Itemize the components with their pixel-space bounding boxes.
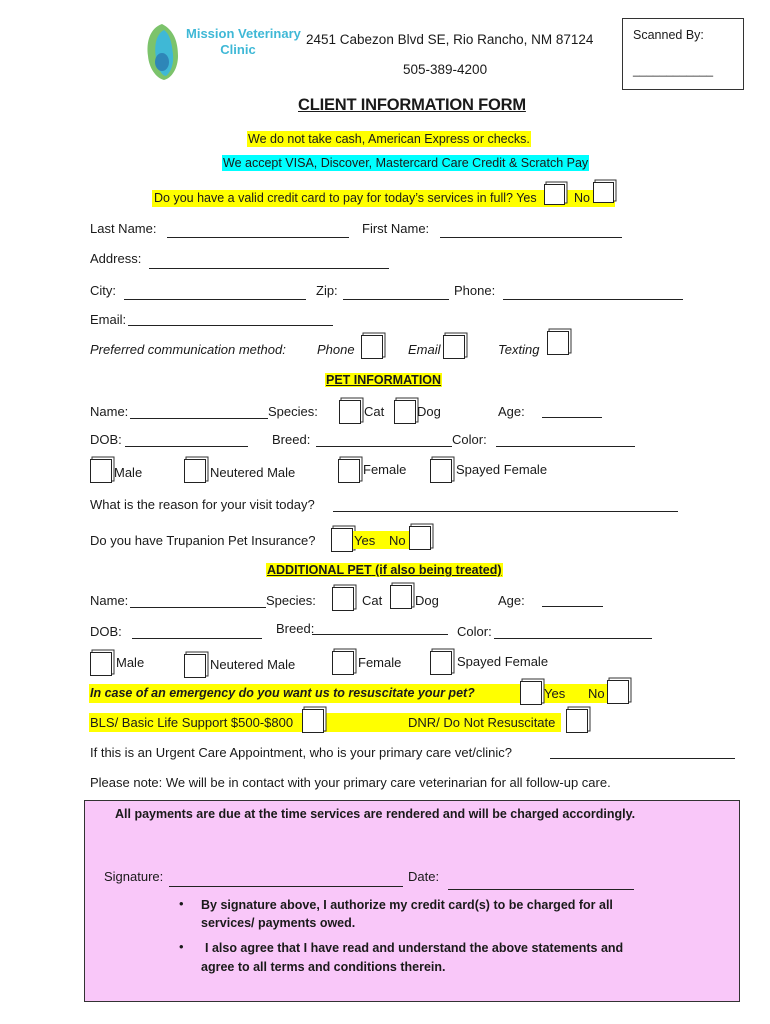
date-field[interactable] — [448, 889, 634, 890]
add-pet-cat-label: Cat — [362, 593, 383, 608]
zip-field[interactable] — [343, 299, 449, 300]
address-field[interactable] — [149, 268, 389, 269]
city-field[interactable] — [124, 299, 306, 300]
clinic-logo — [140, 20, 301, 82]
visit-reason-label: What is the reason for your visit today? — [90, 497, 315, 512]
pet-male-checkbox[interactable] — [90, 459, 112, 483]
pet-spayed-female-label: Spayed Female — [456, 462, 548, 477]
phone-label: Phone: — [454, 283, 496, 298]
add-pet-age-field[interactable] — [542, 606, 603, 607]
bls-checkbox[interactable] — [302, 709, 324, 733]
pref-phone-label: Phone — [317, 342, 355, 357]
dnr-checkbox[interactable] — [566, 709, 588, 733]
last-name-field[interactable] — [167, 237, 349, 238]
city-label: City: — [90, 283, 116, 298]
clinic-phone: 505-389-4200 — [403, 62, 488, 77]
pet-male-label: Male — [114, 465, 143, 480]
bls-label: BLS/ Basic Life Support $500-$800 — [90, 715, 294, 730]
pet-color-field[interactable] — [496, 446, 635, 447]
pet-dob-label: DOB: — [90, 432, 122, 447]
agree-text-line2: agree to all terms and conditions therein. — [201, 960, 446, 974]
payment-agreement-box — [84, 800, 740, 1002]
add-pet-dog-label: Dog — [415, 593, 439, 608]
pet-info-heading: PET INFORMATION — [326, 373, 442, 387]
add-pet-male-label: Male — [116, 655, 145, 670]
additional-pet-heading-main: ADDITIONAL PET — [267, 563, 372, 577]
pet-neutered-male-checkbox[interactable] — [184, 459, 206, 483]
pet-dog-checkbox[interactable] — [394, 400, 416, 424]
pet-age-field[interactable] — [542, 417, 602, 418]
pet-cat-label: Cat — [364, 404, 385, 419]
bullet-dot-2: • — [179, 939, 184, 954]
pet-female-checkbox[interactable] — [338, 459, 360, 483]
scanned-by-box — [622, 18, 744, 90]
add-pet-female-label: Female — [358, 655, 402, 670]
pet-dog-label: Dog — [417, 404, 441, 419]
add-pet-color-label: Color: — [457, 624, 492, 639]
trupanion-label: Do you have Trupanion Pet Insurance? — [90, 533, 316, 548]
first-name-label: First Name: — [362, 221, 430, 236]
email-field[interactable] — [128, 325, 333, 326]
card-no-checkbox[interactable] — [593, 182, 614, 203]
dnr-label: DNR/ Do Not Resuscitate — [408, 715, 556, 730]
pet-female-label: Female — [363, 462, 407, 477]
add-pet-name-field[interactable] — [130, 607, 266, 608]
first-name-field[interactable] — [440, 237, 622, 238]
form-title: CLIENT INFORMATION FORM — [298, 96, 526, 114]
pet-name-label: Name: — [90, 404, 129, 419]
pet-species-label: Species: — [268, 404, 318, 419]
bullet-dot-1: • — [179, 896, 184, 911]
urgent-care-field[interactable] — [550, 758, 735, 759]
email-label: Email: — [90, 312, 127, 327]
logo-animal-icon — [140, 20, 186, 82]
pet-color-label: Color: — [452, 432, 487, 447]
pref-email-checkbox[interactable] — [443, 335, 465, 359]
resuscitate-yes-checkbox[interactable] — [520, 681, 542, 705]
add-pet-name-label: Name: — [90, 593, 129, 608]
resuscitate-no-label: No — [588, 686, 605, 701]
card-no-label: No — [574, 191, 590, 205]
add-pet-cat-checkbox[interactable] — [332, 587, 354, 611]
urgent-care-label: If this is an Urgent Care Appointment, who is your primary care vet/clinic? — [90, 745, 512, 760]
pref-texting-label: Texting — [498, 342, 540, 357]
additional-pet-heading-sub: (if also being treated) — [371, 563, 502, 577]
card-yes-checkbox[interactable] — [544, 184, 565, 205]
additional-pet-heading — [266, 563, 503, 577]
scanned-by-blank: ____________ — [633, 63, 714, 77]
pref-phone-checkbox[interactable] — [361, 335, 383, 359]
phone-field[interactable] — [503, 299, 683, 300]
agree-text-line1: I also agree that I have read and understand the above statements and — [205, 941, 624, 955]
follow-up-note: Please note: We will be in contact with your primary care veterinarian for all follow-up care. — [90, 775, 611, 790]
trupanion-no-label: No — [389, 533, 406, 548]
add-pet-age-label: Age: — [498, 593, 525, 608]
add-pet-spayed-female-label: Spayed Female — [457, 654, 549, 669]
add-pet-female-checkbox[interactable] — [332, 651, 354, 675]
pet-spayed-female-checkbox[interactable] — [430, 459, 452, 483]
trupanion-no-checkbox[interactable] — [409, 526, 431, 550]
pref-method-label: Preferred communication method: — [90, 342, 286, 357]
pet-dob-field[interactable] — [125, 446, 248, 447]
date-label: Date: — [408, 869, 440, 884]
accepted-cards-note: We accept VISA, Discover, Mastercard Care Credit & Scratch Pay — [223, 156, 589, 170]
clinic-address: 2451 Cabezon Blvd SE, Rio Rancho, NM 87124 — [306, 32, 594, 47]
trupanion-yes-label: Yes — [354, 533, 376, 548]
payment-heading: All payments are due at the time services are rendered and will be charged accordingly. — [115, 807, 636, 821]
pref-email-label: Email — [408, 342, 441, 357]
pet-age-label: Age: — [498, 404, 525, 419]
pet-breed-field[interactable] — [316, 446, 452, 447]
pet-neutered-male-label: Neutered Male — [210, 465, 296, 480]
resuscitate-no-checkbox[interactable] — [607, 680, 629, 704]
add-pet-breed-label: Breed: — [276, 621, 315, 636]
pet-breed-label: Breed: — [272, 432, 311, 447]
add-pet-neutered-male-label: Neutered Male — [210, 657, 296, 672]
pref-texting-checkbox[interactable] — [547, 331, 569, 355]
logo-text-line2: Clinic — [220, 42, 256, 57]
signature-field[interactable] — [169, 886, 403, 887]
add-pet-dog-checkbox[interactable] — [390, 585, 412, 609]
add-pet-breed-field[interactable] — [312, 634, 448, 635]
add-pet-male-checkbox[interactable] — [90, 652, 112, 676]
trupanion-yes-checkbox[interactable] — [331, 528, 353, 552]
visit-reason-field[interactable] — [333, 511, 678, 512]
card-question-text: Do you have a valid credit card to pay for today’s services in full? Yes — [154, 191, 537, 205]
authorize-text-line1: By signature above, I authorize my credit card(s) to be charged for all — [201, 898, 613, 912]
resuscitate-yes-label: Yes — [544, 686, 566, 701]
pet-name-field[interactable] — [130, 418, 268, 419]
add-pet-species-label: Species: — [266, 593, 316, 608]
last-name-label: Last Name: — [90, 221, 157, 236]
logo-text-line1: Mission Veterinary — [186, 26, 301, 41]
pet-cat-checkbox[interactable] — [339, 400, 361, 424]
address-label: Address: — [90, 251, 142, 266]
add-pet-neutered-male-checkbox[interactable] — [184, 654, 206, 678]
add-pet-dob-label: DOB: — [90, 624, 122, 639]
authorize-text-line2: services/ payments owed. — [201, 916, 356, 930]
scanned-by-label: Scanned By: — [633, 28, 704, 42]
zip-label: Zip: — [316, 283, 338, 298]
add-pet-spayed-female-checkbox[interactable] — [430, 651, 452, 675]
add-pet-color-field[interactable] — [494, 638, 652, 639]
emergency-question: In case of an emergency do you want us to resuscitate your pet? — [90, 686, 475, 700]
add-pet-dob-field[interactable] — [132, 638, 262, 639]
signature-label: Signature: — [104, 869, 164, 884]
no-cash-note: We do not take cash, American Express or checks. — [248, 132, 530, 146]
